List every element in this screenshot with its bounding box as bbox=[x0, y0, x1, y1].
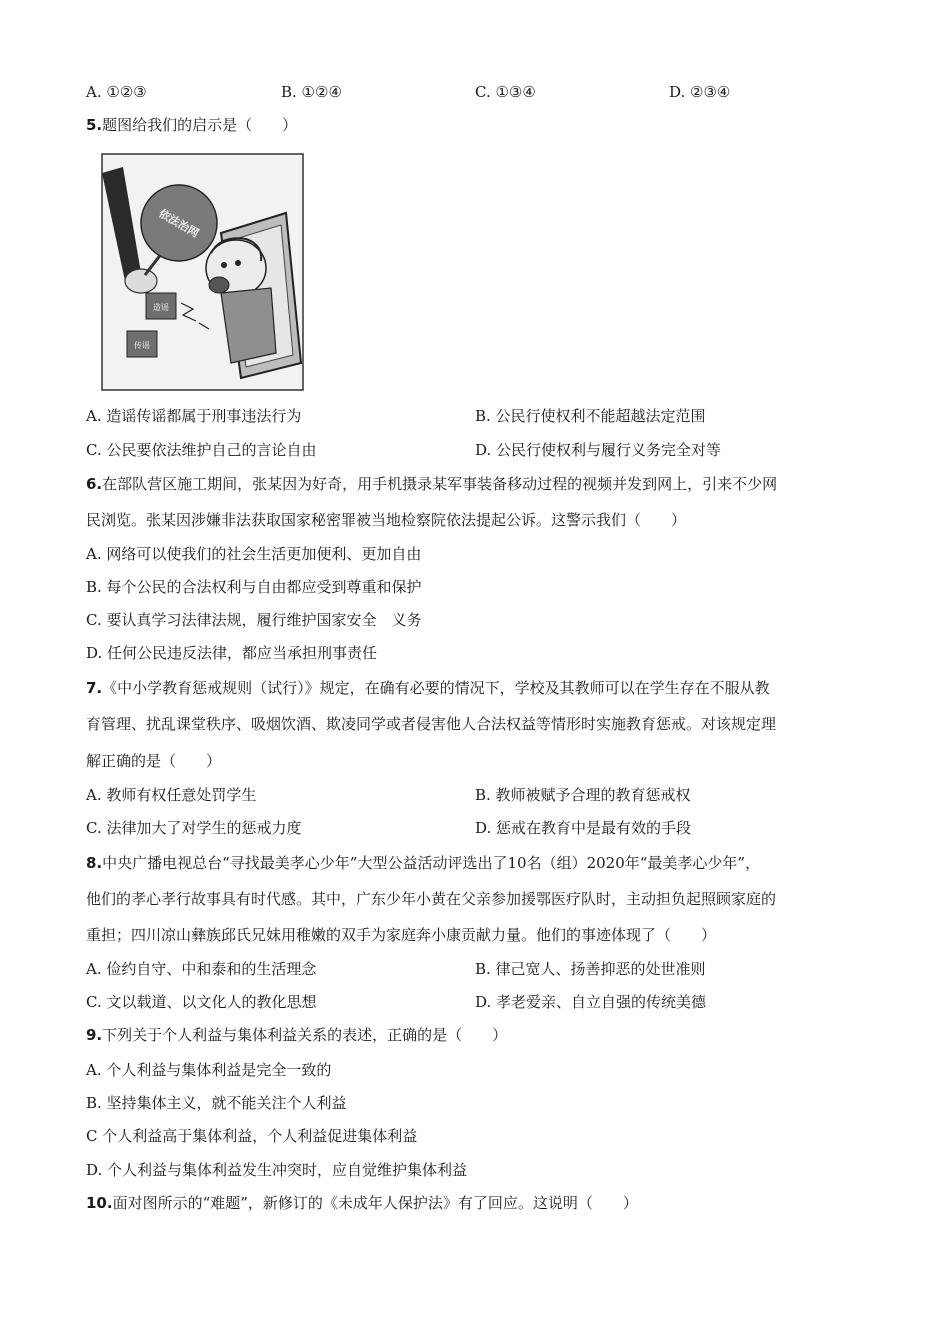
q6-option-d: D. 任何公民违反法律，都应当承担刑事责任 bbox=[86, 644, 378, 662]
q7-option-d: D. 惩戒在教育中是最有效的手段 bbox=[475, 819, 692, 837]
q6-option-c: C. 要认真学习法律法规，履行维护国家安全 义务 bbox=[86, 611, 422, 629]
q5-stem bbox=[86, 115, 297, 135]
q10-stem bbox=[86, 1193, 638, 1213]
q7-stem-line-1 bbox=[86, 678, 770, 698]
q5-stem-text: 题图给我们的启示是（ ） bbox=[102, 116, 298, 134]
q6-stem-line-1 bbox=[86, 474, 777, 494]
q8-stem-line-1 bbox=[86, 853, 760, 873]
q7-option-b: B. 教师被赋予合理的教育惩戒权 bbox=[475, 786, 691, 804]
q6-option-a: A. 网络可以使我们的社会生活更加便利、更加自由 bbox=[86, 545, 422, 563]
q7-line-1-text: 《中小学教育惩戒规则（试行）》规定，在确有必要的情况下，学校及其教师可以在学生存在不服从教 bbox=[102, 679, 770, 697]
q10-stem-text: 面对图所示的“难题”，新修订的《未成年人保护法》有了回应。这说明（ ） bbox=[112, 1194, 638, 1212]
q4-option-d: D. ②③④ bbox=[669, 83, 731, 101]
q9-option-b: B. 坚持集体主义，就不能关注个人利益 bbox=[86, 1094, 347, 1112]
q5-number: 5. bbox=[86, 116, 103, 134]
q9-option-d: D. 个人利益与集体利益发生冲突时，应自觉维护集体利益 bbox=[86, 1161, 468, 1179]
q7-option-c: C. 法律加大了对学生的惩戒力度 bbox=[86, 819, 302, 837]
q10-number: 10. bbox=[86, 1194, 113, 1212]
q6-number: 6. bbox=[86, 475, 103, 493]
q8-option-d: D. 孝老爱亲、自立自强的传统美德 bbox=[475, 993, 707, 1011]
q9-number: 9. bbox=[86, 1026, 103, 1044]
q8-number: 8. bbox=[86, 854, 103, 872]
q6-option-b: B. 每个公民的合法权利与自由都应受到尊重和保护 bbox=[86, 578, 422, 596]
q7-option-a: A. 教师有权任意处罚学生 bbox=[86, 786, 257, 804]
q8-option-a: A. 俭约自守、中和泰和的生活理念 bbox=[86, 960, 317, 978]
sign-text: 依法治网 bbox=[156, 206, 202, 241]
q6-stem-line-2: 民浏览。张某因涉嫌非法获取国家秘密罪被当地检察院依法提起公诉。这警示我们（ ） bbox=[86, 511, 687, 529]
q8-stem-line-2: 他们的孝心孝行故事具有时代感。其中，广东少年小黄在父亲参加援鄂医疗队时，主动担负起照顾家庭的 bbox=[86, 890, 777, 908]
q7-stem-line-2: 育管理、扰乱课堂秩序、吸烟饮酒、欺凌同学或者侵害他人合法权益等情形时实施教育惩戒。对该规定理 bbox=[86, 715, 777, 733]
q4-option-a: A. ①②③ bbox=[86, 83, 147, 101]
q6-line-1-text: 在部队营区施工期间，张某因为好奇，用手机摄录某军事装备移动过程的视频并发到网上，引来不少网 bbox=[102, 475, 778, 493]
q4-option-b: B. ①②④ bbox=[281, 83, 342, 101]
q8-line-1-text: 中央广播电视总台“寻找最美孝心少年”大型公益活动评选出了10名（组）2020年“最美孝心少年”， bbox=[102, 854, 761, 872]
q9-stem-text: 下列关于个人利益与集体利益关系的表述，正确的是（ ） bbox=[102, 1026, 508, 1044]
q5-option-d: D. 公民行使权利与履行义务完全对等 bbox=[475, 441, 722, 459]
q8-stem-line-3: 重担；四川凉山彝族邱氏兄妹用稚嫩的双手为家庭奔小康贡献力量。他们的事迹体现了（ ） bbox=[86, 926, 717, 944]
q5-option-a: A. 造谣传谣都属于刑事违法行为 bbox=[86, 407, 302, 425]
rumor-tag-2: 传谣 bbox=[134, 341, 150, 350]
q9-option-c: C 个人利益高于集体利益，个人利益促进集体利益 bbox=[86, 1127, 418, 1145]
q5-cartoon-figure bbox=[101, 153, 304, 391]
q4-option-c: C. ①③④ bbox=[475, 83, 536, 101]
q9-option-a: A. 个人利益与集体利益是完全一致的 bbox=[86, 1061, 332, 1079]
q7-stem-line-3: 解正确的是（ ） bbox=[86, 752, 222, 770]
q8-option-c: C. 文以载道、以文化人的教化思想 bbox=[86, 993, 317, 1011]
q7-number: 7. bbox=[86, 679, 103, 697]
q8-option-b: B. 律己宽人、扬善抑恶的处世准则 bbox=[475, 960, 706, 978]
q5-option-b: B. 公民行使权利不能超越法定范围 bbox=[475, 407, 706, 425]
q5-option-c: C. 公民要依法维护自己的言论自由 bbox=[86, 441, 317, 459]
q9-stem bbox=[86, 1025, 507, 1045]
rumor-tag-1: 造谣 bbox=[153, 303, 169, 312]
